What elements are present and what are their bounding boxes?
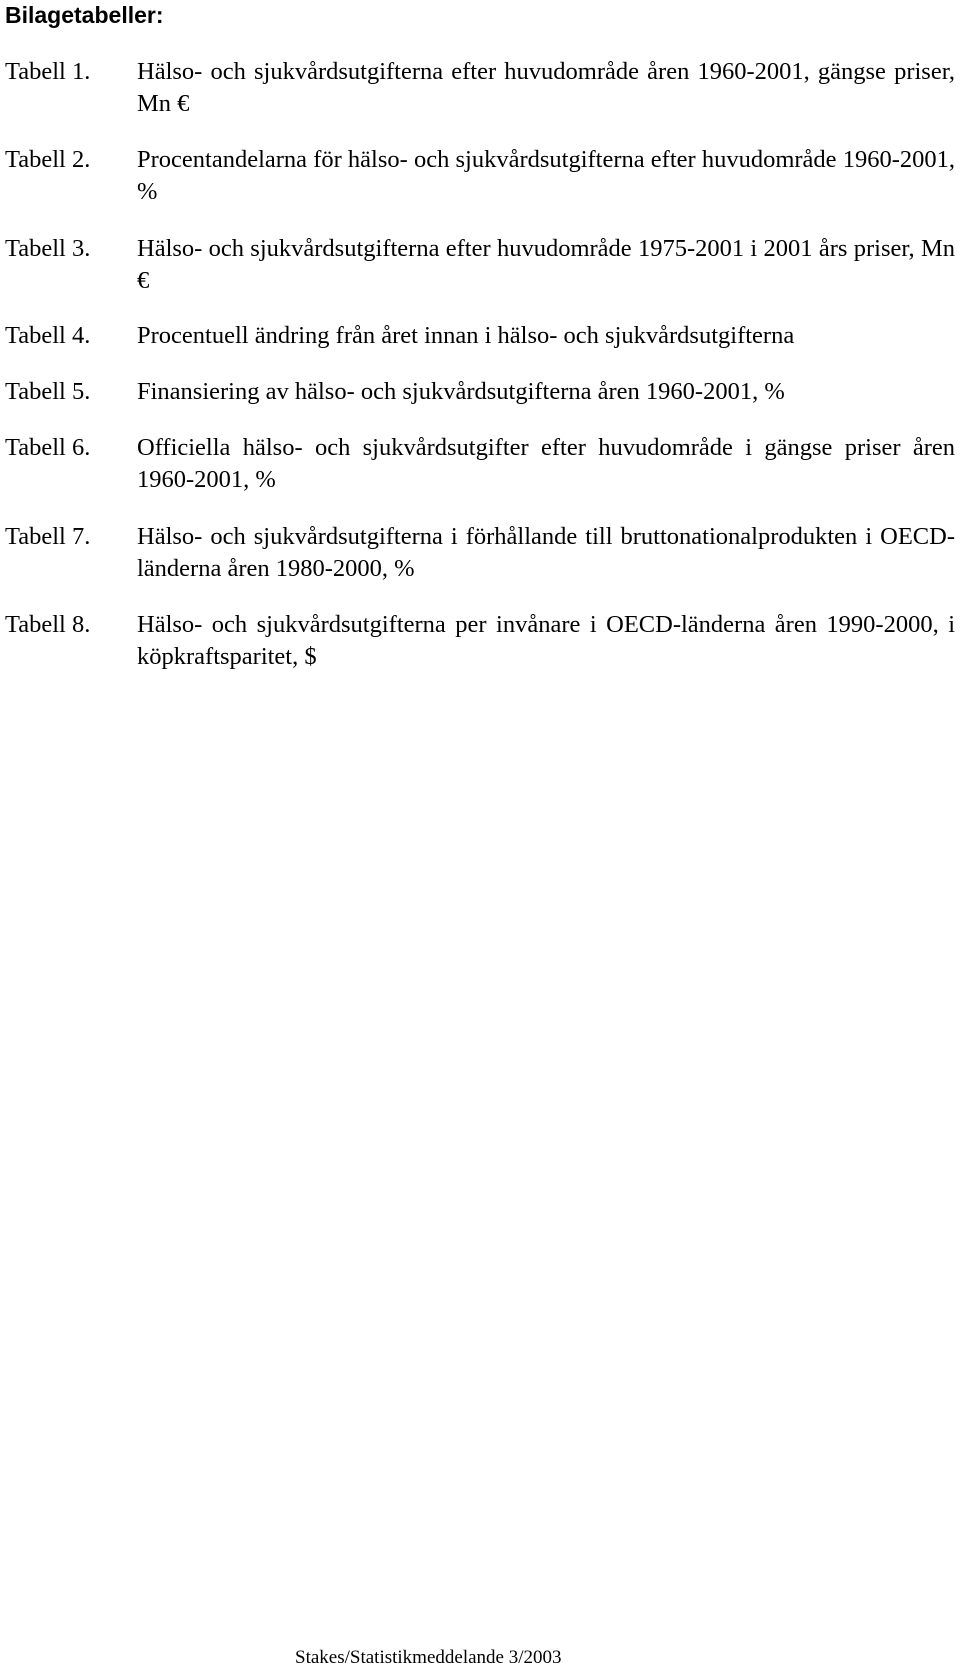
table-entry-5	[5, 376, 955, 408]
table-title: Officiella hälso- och sjukvårdsutgifter efter huvudområde i gängse priser åren 1960-2001, %	[137, 434, 955, 493]
table-label: Tabell 5.	[5, 378, 91, 405]
table-entry-1	[5, 56, 955, 119]
table-title: Hälso- och sjukvårdsutgifterna efter huvudområde 1975-2001 i 2001 års priser, Mn €	[137, 235, 955, 294]
table-label: Tabell 2.	[5, 146, 91, 173]
table-list	[5, 0, 955, 720]
table-label: Tabell 7.	[5, 523, 91, 550]
table-entry-3	[5, 233, 955, 296]
table-entry-4	[5, 320, 955, 352]
table-title: Finansiering av hälso- och sjukvårdsutgifterna åren 1960-2001, %	[137, 378, 785, 405]
table-title: Hälso- och sjukvårdsutgifterna per invånare i OECD-länderna åren 1990-2000, i köpkraftsparitet, $	[137, 611, 955, 670]
table-entry-7	[5, 521, 955, 584]
page-footer: Stakes/Statistikmeddelande 3/2003	[295, 1647, 562, 1668]
table-title: Procentuell ändring från året innan i hälso- och sjukvårdsutgifterna	[137, 322, 795, 349]
table-title: Hälso- och sjukvårdsutgifterna i förhållande till bruttonationalprodukten i OECD-länderna åren 1980-2000, %	[137, 523, 955, 582]
table-label: Tabell 4.	[5, 322, 91, 349]
table-entry-8	[5, 609, 955, 672]
table-label: Tabell 8.	[5, 611, 91, 638]
table-entry-6	[5, 432, 955, 495]
table-title: Hälso- och sjukvårdsutgifterna efter huvudområde åren 1960-2001, gängse priser, Mn €	[137, 58, 955, 117]
table-label: Tabell 1.	[5, 58, 91, 85]
table-title: Procentandelarna för hälso- och sjukvårdsutgifterna efter huvudområde 1960-2001, %	[137, 146, 955, 205]
page-heading: Bilagetabeller:	[5, 2, 164, 28]
table-label: Tabell 6.	[5, 434, 91, 461]
table-label: Tabell 3.	[5, 235, 91, 262]
table-entry-2	[5, 144, 955, 207]
